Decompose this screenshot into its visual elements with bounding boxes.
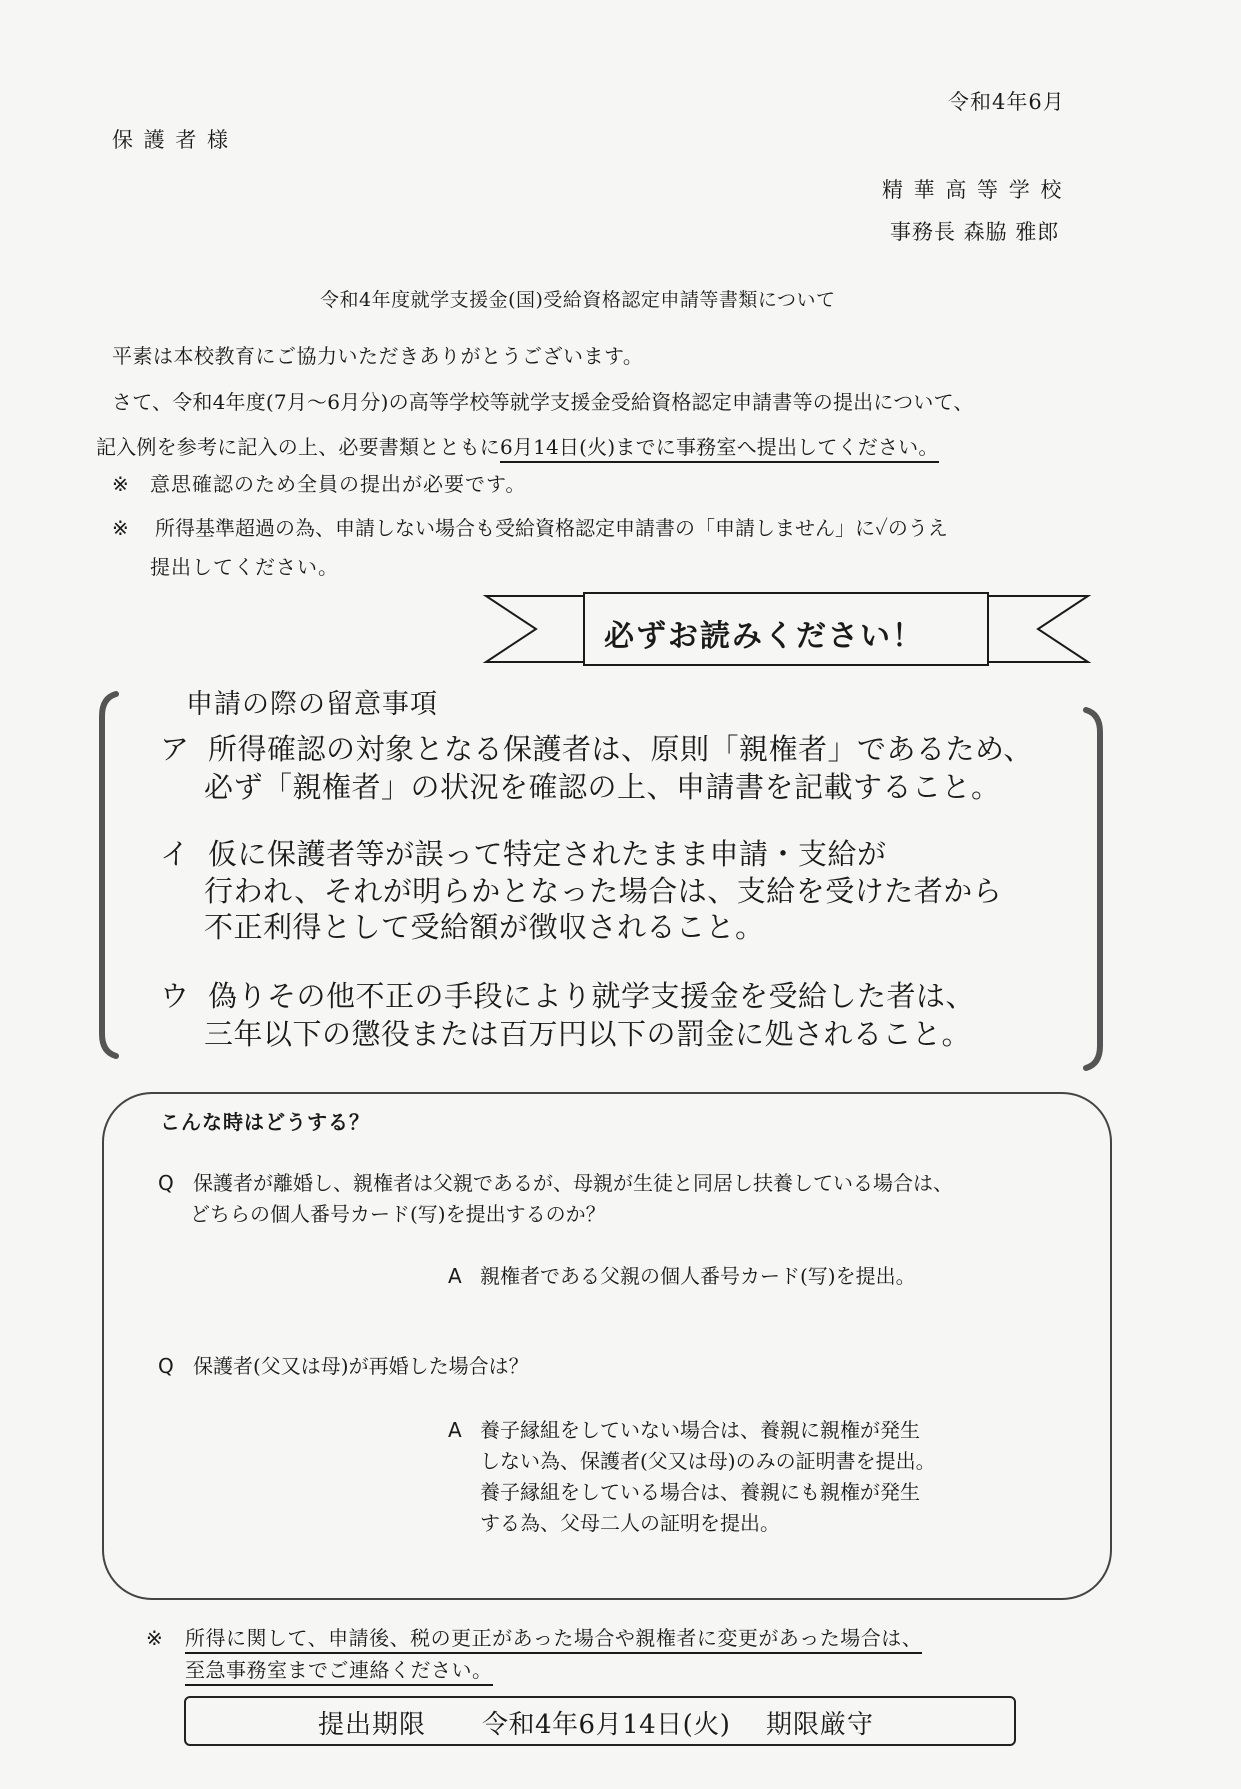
ribbon-right-tail [986, 596, 1088, 662]
caution-mark-u: ウ [160, 979, 190, 1013]
q2-mark: Q [158, 1354, 174, 1378]
deadline-strict: 期限厳守 [766, 1710, 875, 1740]
note-income-limit-cont: 提出してください。 [150, 555, 339, 579]
caution-a-line-2: 必ず「親権者」の状況を確認の上、申請書を記載すること。 [204, 770, 1001, 804]
a2-line-4: する為、父母二人の証明を提出。 [480, 1511, 780, 1535]
sender-name: 事務長 森脇 雅郎 [890, 220, 1060, 244]
q2-text: 保護者(父又は母)が再婚した場合は？ [193, 1354, 529, 1378]
note-mark: ※ [112, 516, 130, 540]
caution-mark-i: イ [160, 837, 190, 871]
a2-line-3: 養子縁組をしている場合は、養親にも親権が発生 [480, 1480, 920, 1504]
document-title: 令和4年度就学支援金(国)受給資格認定申請等書類について [320, 289, 836, 311]
banner-text: 必ずお読みください！ [604, 619, 924, 654]
q1-mark: Q [158, 1171, 174, 1195]
right-bracket [1082, 706, 1106, 1072]
intro-line-2: さて、令和4年度(7月～6月分)の高等学校等就学支援金受給資格認定申請書等の提出について、 [112, 390, 974, 414]
deadline-label: 提出期限 [318, 1710, 427, 1740]
ribbon-left-tail [486, 596, 586, 662]
a2-line-2: しない為、保護者(父又は母)のみの証明書を提出。 [480, 1449, 936, 1473]
caution-i-line-2: 行われ、それが明らかとなった場合は、支給を受けた者から [204, 874, 1003, 908]
footer-note-mark: ※ [146, 1626, 164, 1650]
note-confirmation: 意思確認のため全員の提出が必要です。 [150, 472, 527, 496]
faq-heading: こんな時はどうする？ [160, 1110, 370, 1134]
footer-note-line-1: 所得に関して、申請後、税の更正があった場合や親権者に変更があった場合は、 [185, 1626, 922, 1654]
deadline-instruction: 6月14日(火)までに事務室へ提出してください。 [500, 435, 939, 463]
left-bracket [96, 690, 120, 1060]
note-mark: ※ [112, 472, 130, 496]
note-income-limit: 所得基準超過の為、申請しない場合も受給資格認定申請書の「申請しません」に✓のうえ [155, 516, 948, 540]
footer-note-line-1-wrap [185, 1628, 922, 1648]
q1-line-1: 保護者が離婚し、親権者は父親であるが、母親が生徒と同居し扶養している場合は、 [193, 1171, 953, 1195]
cautions-heading: 申請の際の留意事項 [186, 689, 438, 720]
footer-note-line-2: 至急事務室までご連絡ください。 [185, 1658, 493, 1686]
intro-line-3 [96, 437, 939, 457]
a1-mark: A [448, 1264, 462, 1288]
footer-note-line-2-wrap [185, 1660, 493, 1680]
caution-a-line-1: 所得確認の対象となる保護者は、原則「親権者」であるため、 [208, 732, 1033, 766]
intro-line-3-prefix: 記入例を参考に記入の上、必要書類とともに [96, 435, 500, 459]
caution-u-line-2: 三年以下の懲役または百万円以下の罰金に処されること。 [204, 1017, 972, 1051]
intro-greeting: 平素は本校教育にご協力いただきありがとうございます。 [112, 344, 644, 368]
caution-mark-a: ア [160, 732, 190, 766]
q1-line-2: どちらの個人番号カード(写)を提出するのか？ [190, 1202, 606, 1226]
school-name: 精 華 高 等 学 校 [882, 178, 1064, 202]
a2-line-1: 養子縁組をしていない場合は、養親に親権が発生 [480, 1418, 920, 1442]
caution-u-line-1: 偽りその他不正の手段により就学支援金を受給した者は、 [208, 979, 976, 1013]
a2-mark: A [448, 1418, 462, 1442]
caution-i-line-3: 不正利得として受給額が徴収されること。 [204, 910, 765, 944]
caution-i-line-1: 仮に保護者等が誤って特定されたまま申請・支給が [208, 837, 887, 871]
a1-text: 親権者である父親の個人番号カード(写)を提出。 [480, 1264, 916, 1288]
issue-date: 令和4年6月 [948, 90, 1065, 114]
recipient: 保 護 者 様 [112, 128, 231, 152]
deadline-date: 令和4年6月14日(火) [482, 1710, 731, 1740]
